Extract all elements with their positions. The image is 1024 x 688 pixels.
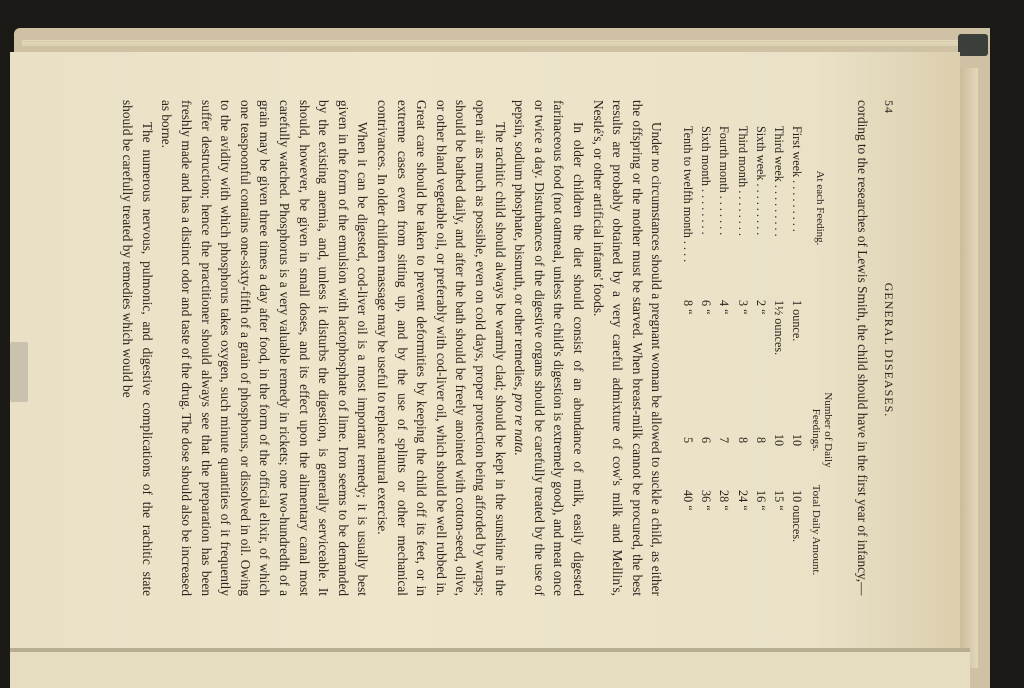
paragraph-complications: The numerous nervous, pulmonic, and digestive complications of the rachitic state should be carefully treated by remedies which would be: [120, 100, 155, 596]
book-page: [10, 52, 960, 648]
row-period: Sixth month . . . . . . . .: [698, 126, 713, 235]
table-row: [678, 100, 696, 596]
row-count: 7: [717, 436, 732, 444]
row-total: 15 “: [772, 490, 787, 511]
table-row: [733, 100, 751, 596]
row-total: 40 “: [680, 490, 695, 511]
header-count: Number of Daily Feedings.: [810, 392, 835, 468]
paragraph-remedies: When it can be digested, cod-liver oil is a most important remedy; it is usually best given in the form of the emulsion with lactophosphate of lime. Iron seems to be demanded by the existing anemia, and, unless it disturbs the digestion, is generally serviceable. It should, however, be given in small doses, and its effect upon the alimentary canal most carefully watched. Phosphorus is a very valuable remedy in rickets; one two-hundredth of a grain may be given three times a day after food, in the form of the official elixir, of which one teaspoonful contains one-sixty-fifth of a grain of phosphorus, or dissolved in oil. Owing to the avidity with which phosphorus takes oxygen, such minute quantities of it frequently suffer destruction; hence the practitioner should always see that the preparation has been freshly made and has a distinct odor and taste of the drug. The dose should also be increased as borne.: [159, 100, 371, 596]
row-count: 5: [680, 436, 695, 444]
row-total: 10 ounces.: [790, 490, 805, 543]
paragraph-care: The rachitic child should always be warmly clad; should be kept in the sunshine in the open air as much as possible, even on cold days, proper protection being afforded by wraps; should be bathed daily, and after the bath should be freely anointed with cotton-seed, olive, or other bland vegetable oil, or preferably with cod-liver oil, which should be well rubbed in. Great care should be taken to prevent deformities by keeping the child off its feet, or in extreme cases even from sitting up, and by the use of splints or other mechanical contrivances. In older children massage may be useful to replace natural exercise.: [375, 100, 508, 596]
row-period: Sixth week . . . . . . . . .: [753, 126, 768, 236]
row-count: 8: [753, 436, 768, 444]
row-count: 6: [698, 436, 713, 444]
header-feeding: At each Feeding.: [813, 170, 826, 246]
row-amount: 3 “: [735, 300, 750, 315]
paragraph-diet-italic: pro re nata.: [512, 393, 528, 456]
row-total: 16 “: [753, 490, 768, 511]
row-total: 28 “: [717, 490, 732, 511]
book-clip: [958, 34, 988, 56]
feeding-table: [678, 100, 840, 596]
row-period: Fourth month . . . . . . .: [717, 126, 732, 236]
paragraph-diet: [510, 100, 588, 596]
row-amount: 1½ ounces.: [772, 300, 787, 356]
table-row: [752, 100, 770, 596]
row-period: Third month . . . . . . . .: [735, 126, 750, 237]
running-title: GENERAL DISEASES.: [882, 282, 896, 418]
row-count: 10: [790, 433, 805, 447]
rotated-text-block: [10, 52, 960, 648]
paragraph-suckling: Under no circumstances should a pregnant woman be allowed to suckle a child, as either the offspring or the mother must be starved. When breast-milk cannot be procured, the best results are probably obtained by a very careful admixture of cow's milk and Mellin's, Nestlé's, or other artificial infants' foods.: [590, 100, 665, 596]
row-amount: 6 “: [698, 300, 713, 315]
table-row: [788, 100, 806, 596]
table-row: [697, 100, 715, 596]
intro-text: cording to the researches of Lewis Smith, the child should have in the first year of infancy,—: [855, 100, 870, 596]
row-amount: 8 “: [680, 300, 695, 315]
row-amount: 2 “: [753, 300, 768, 315]
row-count: 8: [735, 436, 750, 444]
table-row: [715, 100, 733, 596]
row-amount: 1 ounce.: [790, 300, 805, 342]
facing-page-edge: [10, 648, 970, 688]
row-amount: 4 “: [717, 300, 732, 315]
table-header: [810, 100, 840, 596]
row-period: Tenth to twelfth month . . . .: [680, 126, 695, 263]
row-period: Third week . . . . . . . . .: [772, 126, 787, 237]
header-total: Total Daily Amount.: [810, 484, 823, 576]
row-count: 10: [772, 433, 787, 447]
row-total: 36 “: [698, 490, 713, 511]
facing-page-gutter: [10, 648, 970, 652]
page-edge: [960, 68, 978, 668]
page-stack-edge: [22, 40, 968, 46]
table-row: [770, 100, 788, 596]
paragraph-diet-text: In older children the diet should consist of an abundance of milk, easily digested farinaceous food (not oatmeal, unless the child's digestion is extremely good), and meat once or twice a day. Disturbances of the digestive organs should be carefully treated by the use of pepsin, sodium phosphate, bismuth, or other remedies,: [512, 100, 586, 596]
page-number: 54: [882, 100, 896, 114]
row-period: First week . . . . . . . . .: [790, 126, 805, 232]
body-text: [118, 100, 872, 596]
row-total: 24 “: [735, 490, 750, 511]
